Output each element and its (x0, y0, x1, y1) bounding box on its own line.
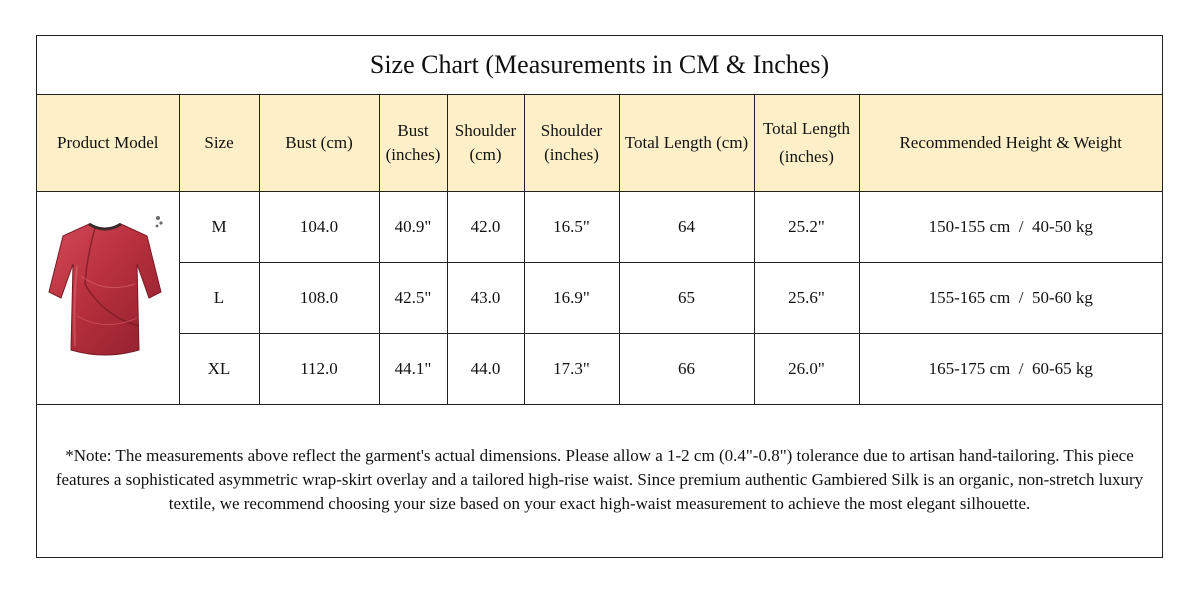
cell-size: L (179, 263, 259, 334)
header-size: Size (179, 95, 259, 192)
cell-bust-inches: 40.9" (379, 192, 447, 263)
cell-length-inches: 25.2" (754, 192, 859, 263)
cell-size: XL (179, 334, 259, 405)
cell-length-inches: 25.6" (754, 263, 859, 334)
header-shoulder-inches: Shoulder (inches) (524, 95, 619, 192)
cell-bust-inches: 42.5" (379, 263, 447, 334)
cell-recommended: 155-165 cm / 50-60 kg (859, 263, 1162, 334)
header-bust-cm: Bust (cm) (259, 95, 379, 192)
cell-length-inches: 26.0" (754, 334, 859, 405)
cell-recommended: 165-175 cm / 60-65 kg (859, 334, 1162, 405)
cell-shoulder-cm: 43.0 (447, 263, 524, 334)
size-chart-frame (36, 35, 1163, 558)
cell-bust-inches: 44.1" (379, 334, 447, 405)
cell-bust-cm: 112.0 (259, 334, 379, 405)
table-row (37, 192, 1162, 263)
size-table (37, 94, 1162, 405)
header-total-length-cm: Total Length (cm) (619, 95, 754, 192)
note-text (37, 403, 1162, 557)
header-recommended: Recommended Height & Weight (859, 95, 1162, 192)
cell-length-cm: 64 (619, 192, 754, 263)
red-silk-blouse-image (43, 206, 167, 376)
cell-length-cm: 66 (619, 334, 754, 405)
cell-shoulder-cm: 44.0 (447, 334, 524, 405)
header-shoulder-cm: Shoulder (cm) (447, 95, 524, 192)
cell-shoulder-inches: 17.3" (524, 334, 619, 405)
table-row (37, 263, 1162, 334)
header-total-length-inches: Total Length (inches) (754, 95, 859, 192)
cell-bust-cm: 108.0 (259, 263, 379, 334)
header-row (37, 95, 1162, 192)
note-paragraph: *Note: The measurements above reflect the garment's actual dimensions. Please allow a 1-2 cm (0.4"-0.8") tolerance due to artisan hand-tailoring. This piece features a sophisticated asymmetric wrap-skirt overlay and a tailored high-rise waist. Since premium authentic Gambiered Silk is an organic, non-stretch luxury textile, we recommend choosing your size based on your exact high-waist measurement to achieve the most elegant silhouette. (55, 446, 1144, 513)
table-row (37, 334, 1162, 405)
cell-shoulder-inches: 16.5" (524, 192, 619, 263)
cell-length-cm: 65 (619, 263, 754, 334)
cell-shoulder-inches: 16.9" (524, 263, 619, 334)
product-model-cell (37, 192, 179, 405)
header-bust-inches: Bust (inches) (379, 95, 447, 192)
header-product-model: Product Model (37, 95, 179, 192)
chart-title: Size Chart (Measurements in CM & Inches) (37, 36, 1162, 95)
cell-recommended: 150-155 cm / 40-50 kg (859, 192, 1162, 263)
cell-bust-cm: 104.0 (259, 192, 379, 263)
cell-shoulder-cm: 42.0 (447, 192, 524, 263)
cell-size: M (179, 192, 259, 263)
